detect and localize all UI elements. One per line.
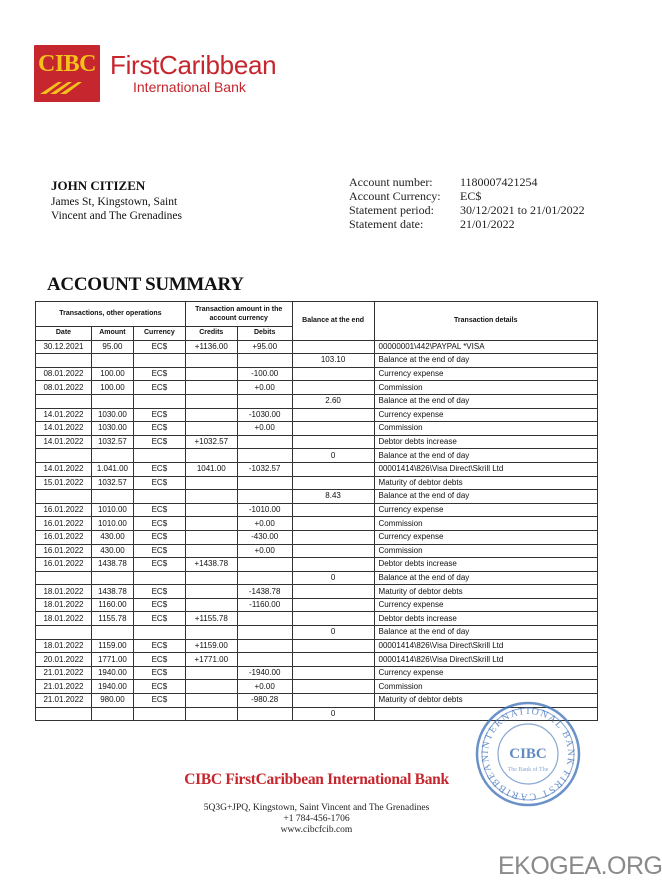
currency-cell: EC$ <box>133 367 185 381</box>
debit-cell <box>237 435 292 449</box>
debit-cell: -1032.57 <box>237 462 292 476</box>
credit-cell <box>185 585 237 599</box>
group-header-amount: Transaction amount in the account currency <box>185 302 292 327</box>
details-cell: Debtor debts increase <box>374 558 597 572</box>
date-cell: 16.01.2022 <box>36 517 92 531</box>
date-cell: 21.01.2022 <box>36 666 92 680</box>
debit-cell: +0.00 <box>237 422 292 436</box>
account-currency-label: Account Currency: <box>349 189 441 203</box>
amount-cell: 100.00 <box>91 381 133 395</box>
credit-cell <box>185 394 237 408</box>
amount-cell: 1940.00 <box>91 680 133 694</box>
table-row <box>36 422 598 436</box>
details-header: Transaction details <box>374 302 597 341</box>
credit-cell <box>185 381 237 395</box>
credit-cell <box>185 598 237 612</box>
debit-cell: -1010.00 <box>237 503 292 517</box>
debit-cell <box>237 490 292 504</box>
currency-cell: EC$ <box>133 558 185 572</box>
debit-cell <box>237 707 292 721</box>
date-cell: 15.01.2022 <box>36 476 92 490</box>
address-line-1: James St, Kingstown, Saint <box>51 196 178 208</box>
credit-cell <box>185 707 237 721</box>
credit-cell: +1155.78 <box>185 612 237 626</box>
table-group-header <box>36 302 598 327</box>
customer-name: JOHN CITIZEN <box>51 178 146 193</box>
amount-cell: 1.041.00 <box>91 462 133 476</box>
credit-cell <box>185 408 237 422</box>
statement-date-row <box>349 217 585 231</box>
account-number-row <box>349 175 585 189</box>
debit-cell: -1030.00 <box>237 408 292 422</box>
table-row <box>36 598 598 612</box>
date-cell: 18.01.2022 <box>36 598 92 612</box>
amount-cell: 100.00 <box>91 367 133 381</box>
debit-cell <box>237 354 292 368</box>
debit-cell <box>237 626 292 640</box>
currency-header: Currency <box>133 327 185 341</box>
address-line-2: Vincent and The Grenadines <box>51 210 182 222</box>
currency-cell: EC$ <box>133 666 185 680</box>
table-row <box>36 367 598 381</box>
date-cell: 16.01.2022 <box>36 544 92 558</box>
debit-cell: -1940.00 <box>237 666 292 680</box>
balance-cell: 0 <box>292 707 374 721</box>
debit-cell <box>237 571 292 585</box>
credit-cell <box>185 694 237 708</box>
amount-cell: 95.00 <box>91 340 133 354</box>
footer-address: 5Q3G+JPQ, Kingstown, Saint Vincent and The Grenadines <box>203 803 430 813</box>
table-row <box>36 476 598 490</box>
date-cell: 18.01.2022 <box>36 585 92 599</box>
account-number-value: 1180007421254 <box>460 175 538 189</box>
amount-cell: 1032.57 <box>91 435 133 449</box>
account-currency-row <box>349 189 585 203</box>
amount-cell: 1030.00 <box>91 408 133 422</box>
account-info <box>349 175 585 231</box>
balance-cell <box>292 639 374 653</box>
currency-cell: EC$ <box>133 462 185 476</box>
amount-cell: 430.00 <box>91 544 133 558</box>
balance-cell: 8.43 <box>292 490 374 504</box>
table-row <box>36 612 598 626</box>
stamp-center-text: CIBC <box>509 746 547 762</box>
currency-cell: EC$ <box>133 694 185 708</box>
date-cell <box>36 449 92 463</box>
table-row <box>36 340 598 354</box>
table-row <box>36 544 598 558</box>
amount-cell: 430.00 <box>91 530 133 544</box>
amount-cell: 1010.00 <box>91 503 133 517</box>
table-row <box>36 490 598 504</box>
date-cell: 20.01.2022 <box>36 653 92 667</box>
currency-cell: EC$ <box>133 503 185 517</box>
debit-cell <box>237 653 292 667</box>
credit-cell <box>185 490 237 504</box>
date-cell: 16.01.2022 <box>36 503 92 517</box>
balance-cell <box>292 435 374 449</box>
details-cell: Maturity of debtor debts <box>374 476 597 490</box>
debit-cell: +0.00 <box>237 381 292 395</box>
currency-cell: EC$ <box>133 517 185 531</box>
transactions-table <box>35 301 598 721</box>
table-row <box>36 585 598 599</box>
currency-cell: EC$ <box>133 598 185 612</box>
credit-cell <box>185 530 237 544</box>
debit-cell <box>237 612 292 626</box>
balance-cell <box>292 544 374 558</box>
balance-cell <box>292 694 374 708</box>
credit-cell <box>185 680 237 694</box>
table-row <box>36 639 598 653</box>
currency-cell: EC$ <box>133 381 185 395</box>
transactions-body <box>36 340 598 721</box>
credits-header: Credits <box>185 327 237 341</box>
amount-cell <box>91 626 133 640</box>
credit-cell: 1041.00 <box>185 462 237 476</box>
balance-cell <box>292 462 374 476</box>
details-cell: Debtor debts increase <box>374 612 597 626</box>
date-cell <box>36 354 92 368</box>
details-cell: Currency expense <box>374 367 597 381</box>
currency-cell <box>133 707 185 721</box>
credit-cell <box>185 367 237 381</box>
debit-cell: -980.28 <box>237 694 292 708</box>
credit-cell <box>185 571 237 585</box>
customer-address <box>51 195 221 223</box>
date-cell <box>36 394 92 408</box>
debit-cell <box>237 476 292 490</box>
balance-cell <box>292 340 374 354</box>
table-row <box>36 354 598 368</box>
amount-cell <box>91 707 133 721</box>
table-row <box>36 680 598 694</box>
debit-cell: +0.00 <box>237 680 292 694</box>
details-cell: 00001414\826\Visa Direct\Skrill Ltd <box>374 639 597 653</box>
currency-cell <box>133 571 185 585</box>
balance-cell <box>292 503 374 517</box>
amount-cell <box>91 490 133 504</box>
details-cell: Commission <box>374 680 597 694</box>
details-cell: Commission <box>374 517 597 531</box>
details-cell: Balance at the end of day <box>374 394 597 408</box>
logo-swoosh-icon <box>38 80 96 96</box>
statement-date-value: 21/01/2022 <box>460 217 515 231</box>
statement-period-value: 30/12/2021 to 21/01/2022 <box>460 203 585 217</box>
table-row <box>36 462 598 476</box>
amount-cell: 1030.00 <box>91 422 133 436</box>
amount-cell: 1159.00 <box>91 639 133 653</box>
date-cell: 18.01.2022 <box>36 612 92 626</box>
stamp-inner-text: The Bank of The <box>507 767 549 773</box>
amount-cell: 1438.78 <box>91 558 133 572</box>
debit-cell <box>237 449 292 463</box>
details-cell: Balance at the end of day <box>374 626 597 640</box>
balance-cell <box>292 530 374 544</box>
table-row <box>36 626 598 640</box>
credit-cell <box>185 476 237 490</box>
balance-cell <box>292 585 374 599</box>
balance-cell <box>292 422 374 436</box>
debit-cell: -100.00 <box>237 367 292 381</box>
balance-cell: 0 <box>292 571 374 585</box>
footer-phone: +1 784-456-1706 <box>283 814 350 824</box>
statement-date-label: Statement date: <box>349 217 424 231</box>
bank-subtitle: International Bank <box>133 79 246 95</box>
table-row <box>36 558 598 572</box>
currency-cell: EC$ <box>133 422 185 436</box>
footer-bank-name: CIBC FirstCaribbean International Bank <box>184 771 449 788</box>
date-cell: 14.01.2022 <box>36 408 92 422</box>
credit-cell: +1032.57 <box>185 435 237 449</box>
table-row <box>36 381 598 395</box>
details-cell: Balance at the end of day <box>374 354 597 368</box>
credit-cell <box>185 354 237 368</box>
amount-header: Amount <box>91 327 133 341</box>
date-header: Date <box>36 327 92 341</box>
credit-cell <box>185 626 237 640</box>
table-row <box>36 394 598 408</box>
details-cell: 00001414\826\Visa Direct\Skrill Ltd <box>374 462 597 476</box>
currency-cell: EC$ <box>133 585 185 599</box>
balance-header: Balance at the end <box>292 302 374 341</box>
balance-cell <box>292 558 374 572</box>
currency-cell <box>133 394 185 408</box>
amount-cell: 1160.00 <box>91 598 133 612</box>
amount-cell: 1940.00 <box>91 666 133 680</box>
group-header-transactions: Transactions, other operations <box>36 302 186 327</box>
date-cell: 16.01.2022 <box>36 558 92 572</box>
currency-cell: EC$ <box>133 544 185 558</box>
details-cell: Maturity of debtor debts <box>374 694 597 708</box>
debit-cell: +95.00 <box>237 340 292 354</box>
credit-cell <box>185 517 237 531</box>
table-row <box>36 435 598 449</box>
debit-cell: +0.00 <box>237 544 292 558</box>
table-row <box>36 530 598 544</box>
credit-cell: +1438.78 <box>185 558 237 572</box>
date-cell: 21.01.2022 <box>36 680 92 694</box>
balance-cell: 0 <box>292 449 374 463</box>
table-row <box>36 408 598 422</box>
date-cell: 16.01.2022 <box>36 530 92 544</box>
details-cell: Commission <box>374 544 597 558</box>
credit-cell: +1771.00 <box>185 653 237 667</box>
bank-name: FirstCaribbean <box>110 50 277 80</box>
table-row <box>36 517 598 531</box>
amount-cell: 1155.78 <box>91 612 133 626</box>
credit-cell: +1159.00 <box>185 639 237 653</box>
currency-cell: EC$ <box>133 476 185 490</box>
details-cell: Currency expense <box>374 530 597 544</box>
debit-cell: -1160.00 <box>237 598 292 612</box>
statement-period-row <box>349 203 585 217</box>
amount-cell: 1438.78 <box>91 585 133 599</box>
date-cell: 14.01.2022 <box>36 435 92 449</box>
balance-cell <box>292 408 374 422</box>
date-cell <box>36 707 92 721</box>
details-cell: Balance at the end of day <box>374 571 597 585</box>
date-cell: 30.12.2021 <box>36 340 92 354</box>
date-cell <box>36 626 92 640</box>
amount-cell <box>91 354 133 368</box>
statement-period-label: Statement period: <box>349 203 434 217</box>
logo-text: CIBC <box>38 51 97 77</box>
balance-cell <box>292 367 374 381</box>
date-cell: 08.01.2022 <box>36 381 92 395</box>
details-cell: Currency expense <box>374 503 597 517</box>
currency-cell: EC$ <box>133 530 185 544</box>
balance-cell <box>292 598 374 612</box>
currency-cell: EC$ <box>133 612 185 626</box>
currency-cell: EC$ <box>133 340 185 354</box>
credit-cell <box>185 503 237 517</box>
amount-cell: 1010.00 <box>91 517 133 531</box>
debit-cell: +0.00 <box>237 517 292 531</box>
amount-cell <box>91 571 133 585</box>
details-cell: Debtor debts increase <box>374 435 597 449</box>
balance-cell <box>292 612 374 626</box>
amount-cell: 1771.00 <box>91 653 133 667</box>
balance-cell <box>292 653 374 667</box>
date-cell: 08.01.2022 <box>36 367 92 381</box>
table-row <box>36 503 598 517</box>
currency-cell: EC$ <box>133 653 185 667</box>
currency-cell: EC$ <box>133 680 185 694</box>
account-number-label: Account number: <box>349 175 433 189</box>
currency-cell <box>133 449 185 463</box>
footer-website[interactable]: www.cibcfcib.com <box>280 825 353 835</box>
details-cell: Currency expense <box>374 408 597 422</box>
credit-cell <box>185 666 237 680</box>
currency-cell: EC$ <box>133 639 185 653</box>
table-row <box>36 666 598 680</box>
details-cell: Maturity of debtor debts <box>374 585 597 599</box>
watermark: EKOGEA.ORG <box>498 852 662 880</box>
credit-cell <box>185 422 237 436</box>
date-cell <box>36 571 92 585</box>
debit-cell <box>237 558 292 572</box>
currency-cell <box>133 490 185 504</box>
date-cell <box>36 490 92 504</box>
table-row <box>36 449 598 463</box>
balance-cell <box>292 680 374 694</box>
details-cell: Currency expense <box>374 598 597 612</box>
currency-cell <box>133 354 185 368</box>
credit-cell <box>185 544 237 558</box>
bank-logo <box>34 45 100 102</box>
details-cell: Balance at the end of day <box>374 449 597 463</box>
balance-cell <box>292 517 374 531</box>
balance-cell: 2.60 <box>292 394 374 408</box>
table-row <box>36 653 598 667</box>
currency-cell: EC$ <box>133 435 185 449</box>
balance-cell <box>292 476 374 490</box>
date-cell: 14.01.2022 <box>36 422 92 436</box>
debit-cell: -1438.78 <box>237 585 292 599</box>
balance-cell <box>292 666 374 680</box>
details-cell: Balance at the end of day <box>374 490 597 504</box>
credit-cell: +1136.00 <box>185 340 237 354</box>
table-row <box>36 571 598 585</box>
debit-cell: -430.00 <box>237 530 292 544</box>
debits-header: Debits <box>237 327 292 341</box>
stamp-ring-text: INTERNATIONAL BANK FIRST CARIBBEAN <box>479 705 577 803</box>
details-cell: 00001414\826\Visa Direct\Skrill Ltd <box>374 653 597 667</box>
amount-cell <box>91 394 133 408</box>
details-cell: 00000001\442\PAYPAL *VISA <box>374 340 597 354</box>
bank-stamp <box>474 700 582 808</box>
date-cell: 14.01.2022 <box>36 462 92 476</box>
date-cell: 18.01.2022 <box>36 639 92 653</box>
amount-cell: 980.00 <box>91 694 133 708</box>
date-cell: 21.01.2022 <box>36 694 92 708</box>
balance-cell: 0 <box>292 626 374 640</box>
debit-cell <box>237 394 292 408</box>
summary-title: ACCOUNT SUMMARY <box>47 274 244 295</box>
account-currency-value: EC$ <box>460 189 482 203</box>
currency-cell: EC$ <box>133 408 185 422</box>
credit-cell <box>185 449 237 463</box>
details-cell: Commission <box>374 381 597 395</box>
amount-cell <box>91 449 133 463</box>
amount-cell: 1032.57 <box>91 476 133 490</box>
balance-cell <box>292 381 374 395</box>
balance-cell: 103.10 <box>292 354 374 368</box>
details-cell: Currency expense <box>374 666 597 680</box>
debit-cell <box>237 639 292 653</box>
currency-cell <box>133 626 185 640</box>
details-cell: Commission <box>374 422 597 436</box>
